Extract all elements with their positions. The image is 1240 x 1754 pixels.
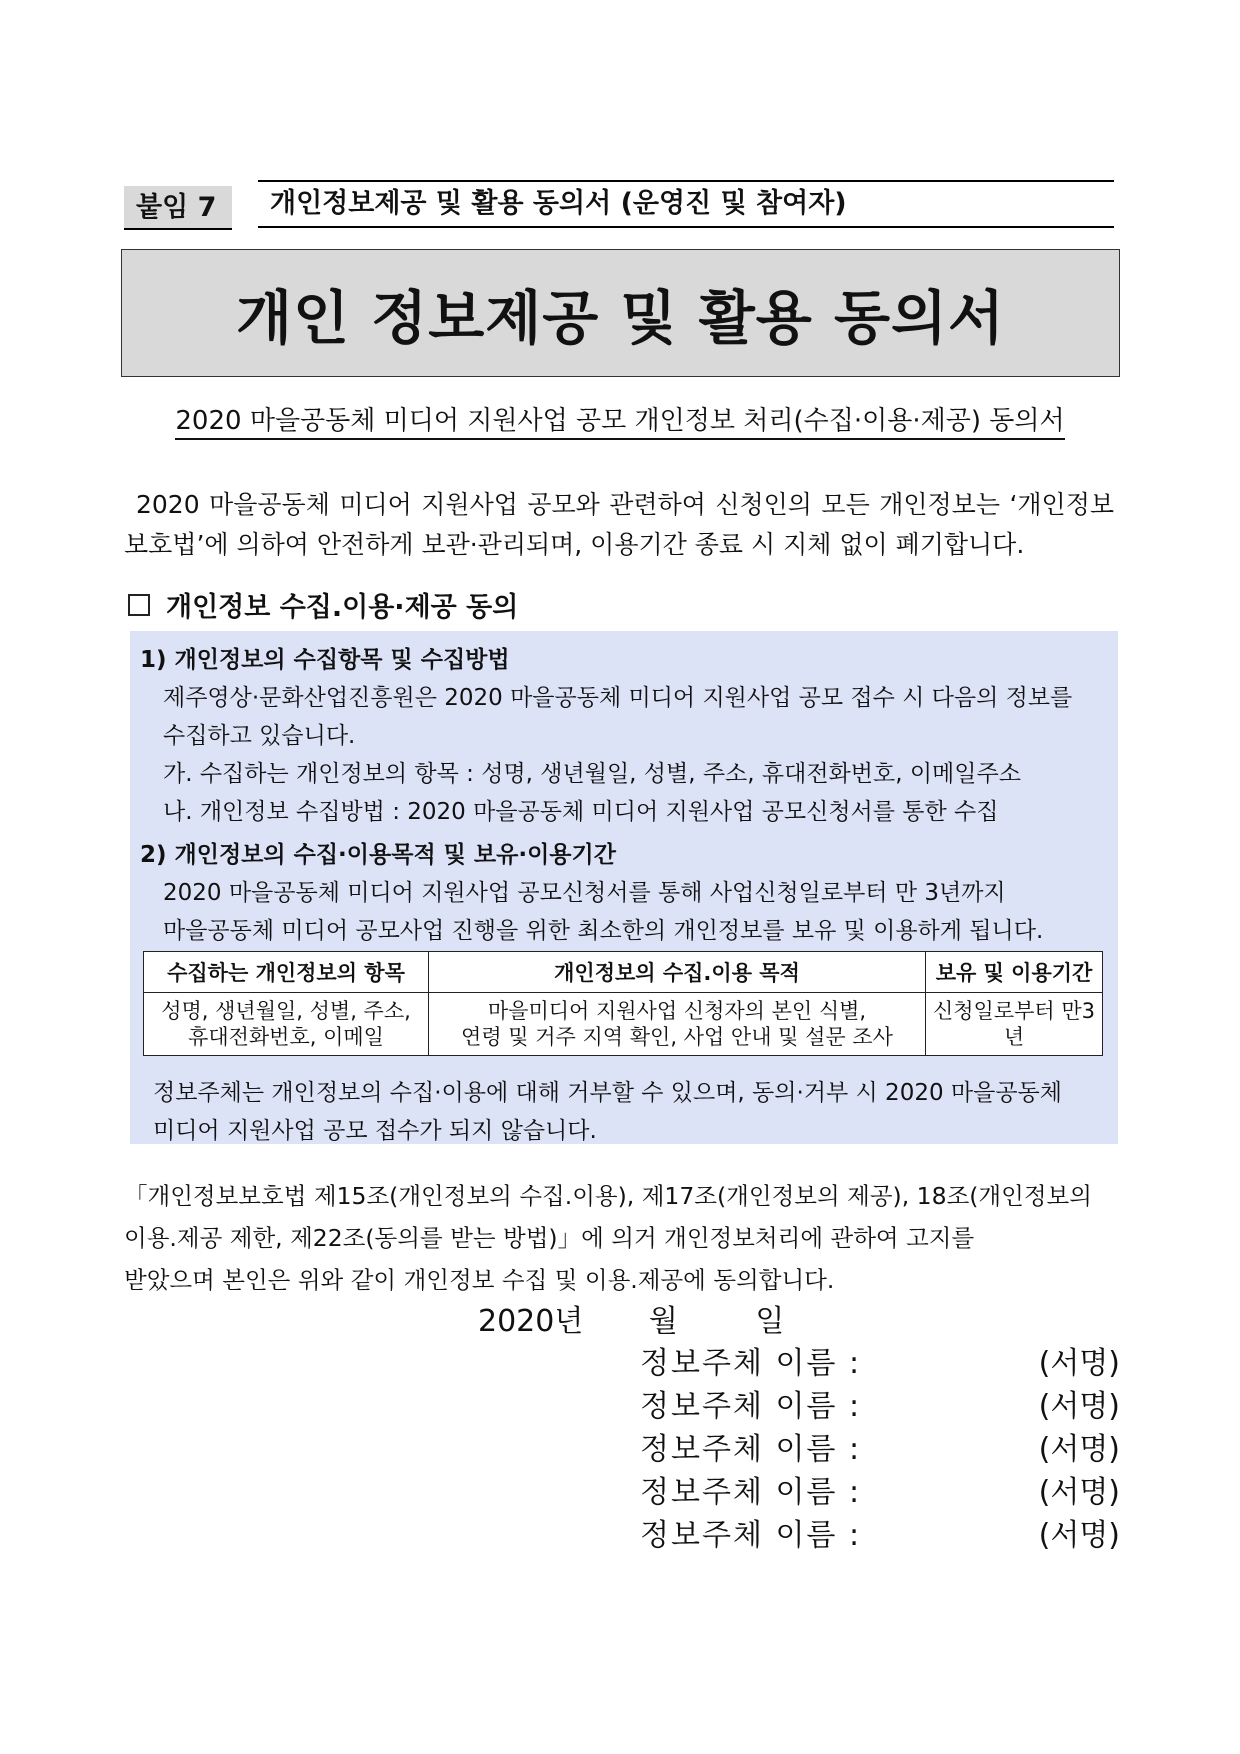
legal-line: 받았으며 본인은 위와 같이 개인정보 수집 및 이용.제공에 동의합니다. (124, 1266, 835, 1294)
section-heading (124, 585, 518, 624)
signature-label: 정보주체 이름 : (640, 1346, 862, 1381)
table-header-cell: 보유 및 이용기간 (926, 952, 1103, 993)
table-header-cell: 개인정보의 수집.이용 목적 (429, 952, 926, 993)
table-row (144, 993, 1103, 1056)
info-table (143, 951, 1103, 1056)
cell-line: 연령 및 거주 지역 확인, 사업 안내 및 설문 조사 (461, 1025, 893, 1049)
intro-paragraph: 2020 마을공동체 미디어 지원사업 공모와 관련하여 신청인의 모든 개인정보는 ‘개인정보보호법’에 의하여 안전하게 보관·관리되며, 이용기간 종료 시 지체 없이 폐기합니다. (124, 490, 1114, 559)
date-month: 월 (648, 1304, 678, 1339)
cell-line: 마을미디어 지원사업 신청자의 본인 식별, (487, 999, 867, 1023)
table-cell-items (144, 993, 429, 1056)
date-year: 2020년 (478, 1304, 584, 1339)
item2-line2: 마을공동체 미디어 공모사업 진행을 위한 최소한의 개인정보를 보유 및 이용하게 됩니다. (163, 918, 1044, 944)
item2-title: 2) 개인정보의 수집·이용목적 및 보유·이용기간 (140, 842, 616, 868)
signature-label: 정보주체 이름 : (640, 1518, 862, 1553)
signature-row (640, 1381, 1120, 1423)
item1-line2: 수집하고 있습니다. (163, 723, 356, 749)
signature-mark: (서명) (1038, 1432, 1120, 1467)
consent-info-box (130, 631, 1118, 1144)
date-line (478, 1296, 784, 1340)
table-cell-period: 신청일로부터 만3년 (926, 993, 1103, 1056)
signature-row (640, 1424, 1120, 1466)
item1-line3: 가. 수집하는 개인정보의 항목 : 성명, 생년월일, 성별, 주소, 휴대전화번호, 이메일주소 (163, 761, 1021, 787)
signature-row (640, 1510, 1120, 1552)
refusal-line2: 미디어 지원사업 공모 접수가 되지 않습니다. (153, 1118, 597, 1144)
signature-mark: (서명) (1038, 1389, 1120, 1424)
document-title: 개인 정보제공 및 활용 동의서 (121, 249, 1120, 377)
refusal-line1: 정보주체는 개인정보의 수집·이용에 대해 거부할 수 있으며, 동의·거부 시 2020 마을공동체 (153, 1080, 1062, 1106)
subtitle-text: 2020 마을공동체 미디어 지원사업 공모 개인정보 처리(수집·이용·제공) 동의서 (175, 406, 1064, 440)
attachment-title: 개인정보제공 및 활용 동의서 (운영진 및 참여자) (258, 180, 1114, 228)
item2-line1: 2020 마을공동체 미디어 지원사업 공모신청서를 통해 사업신청일로부터 만 3년까지 (163, 880, 1006, 906)
signature-row (640, 1338, 1120, 1380)
signature-label: 정보주체 이름 : (640, 1389, 862, 1424)
attachment-label: 붙임 7 (124, 186, 232, 230)
legal-notice (124, 1175, 1120, 1301)
cell-line: 성명, 생년월일, 성별, 주소, (161, 999, 411, 1023)
signature-label: 정보주체 이름 : (640, 1432, 862, 1467)
signature-mark: (서명) (1038, 1346, 1120, 1381)
signature-mark: (서명) (1038, 1475, 1120, 1510)
date-day: 일 (755, 1304, 785, 1339)
table-header-row (144, 952, 1103, 993)
legal-line: 「개인정보보호법 제15조(개인정보의 수집.이용), 제17조(개인정보의 제공), 18조(개인정보의 (124, 1182, 1092, 1210)
item1-title: 1) 개인정보의 수집항목 및 수집방법 (140, 647, 510, 673)
item1-line1: 제주영상·문화산업진흥원은 2020 마을공동체 미디어 지원사업 공모 접수 시 다음의 정보를 (163, 685, 1073, 711)
item1-line4: 나. 개인정보 수집방법 : 2020 마을공동체 미디어 지원사업 공모신청서를 통한 수집 (163, 799, 999, 825)
table-cell-purpose (429, 993, 926, 1056)
cell-line: 휴대전화번호, 이메일 (188, 1025, 384, 1049)
document-subtitle (0, 400, 1240, 437)
section-heading-text: 개인정보 수집.이용·제공 동의 (166, 592, 519, 623)
table-header-cell: 수집하는 개인정보의 항목 (144, 952, 429, 993)
checkbox-icon (128, 594, 150, 616)
signature-label: 정보주체 이름 : (640, 1475, 862, 1510)
signature-mark: (서명) (1038, 1518, 1120, 1553)
signature-row (640, 1467, 1120, 1509)
legal-line: 이용.제공 제한, 제22조(동의를 받는 방법)」에 의거 개인정보처리에 관하여 고지를 (124, 1224, 975, 1252)
